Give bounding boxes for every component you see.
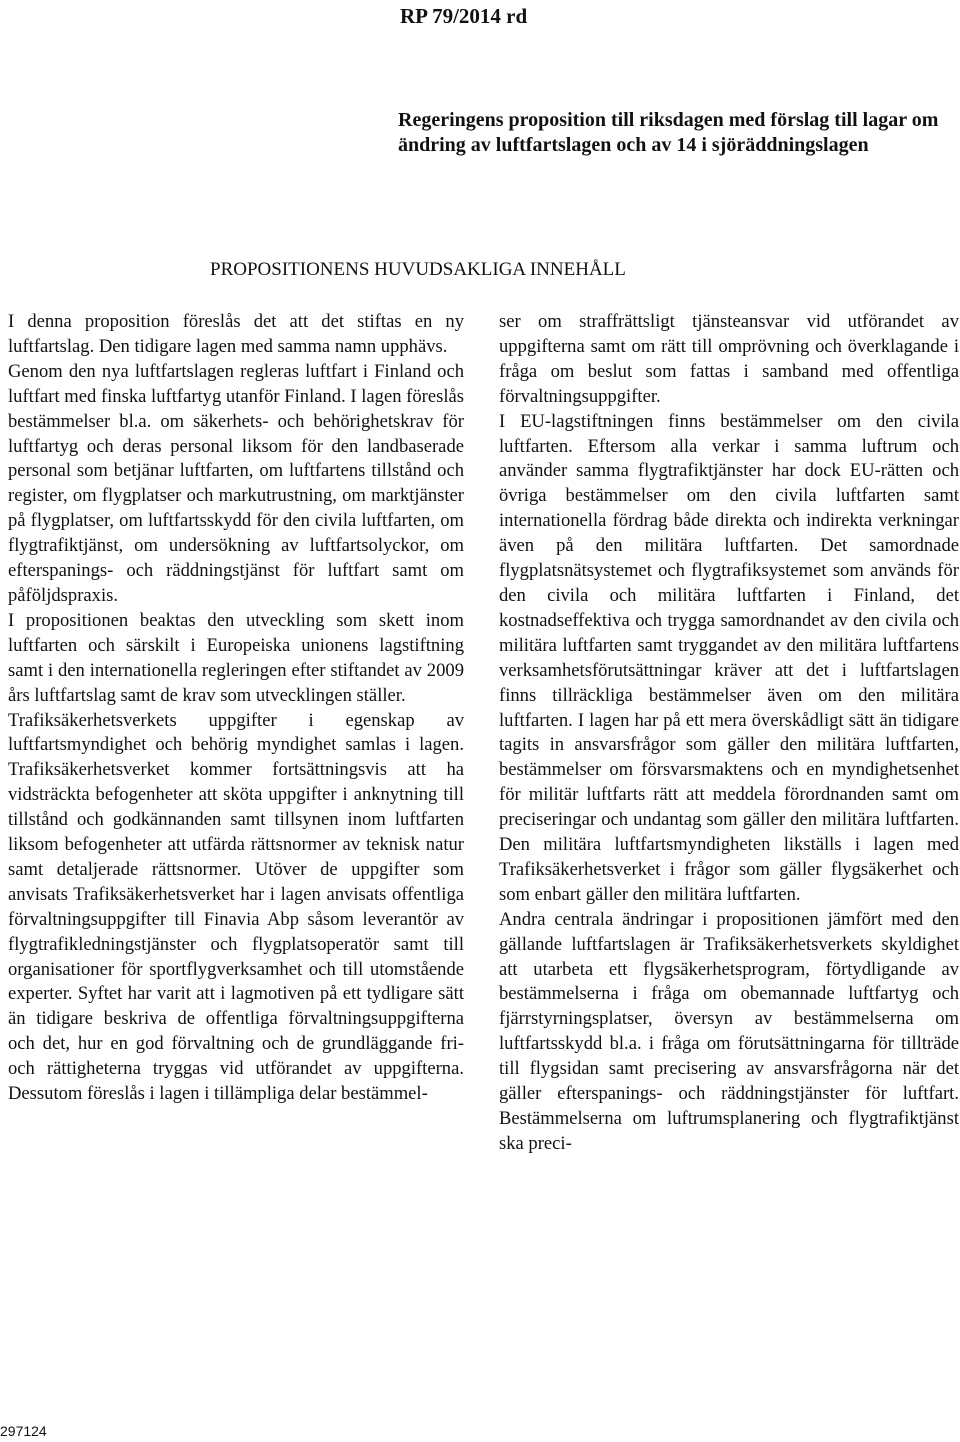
document-code: RP 79/2014 rd bbox=[400, 4, 528, 28]
right-column bbox=[499, 310, 959, 1157]
paragraph: Andra centrala ändringar i propositionen jämfört med den gällande luftfartslagen är Trafiksäkerhetsverkets skyldighet att utarbeta ett flygsäkerhetsprogram, förtydligande av bestämmelserna i fråga om obemannade luftfartyg och fjärrstyrningsplatser, översyn av bestämmelserna om luftfartsskydd bl.a. i fråga om förutsättningarna för tillträde till flygsidan samt precisering av ansvarsfrågorna när det gäller efterspanings- och räddningstjänster för luftfart. Bestämmelserna om luftrumsplanering och flygtrafiktjänst ska preci- bbox=[499, 908, 959, 1154]
paragraph: ser om straffrättsligt tjänsteansvar vid utförandet av uppgifterna samt om rätt till omprövning och överklagande i fråga om beslut som fattas i samband med offentliga förvaltningsuppgifter. bbox=[499, 311, 959, 407]
footer-code: 297124 bbox=[0, 1423, 47, 1439]
section-heading: PROPOSITIONENS HUVUDSAKLIGA INNEHÅLL bbox=[210, 259, 626, 280]
paragraph: Genom den nya luftfartslagen regleras luftfart i Finland och luftfart med finska luftfartyg utanför Finland. I lagen föreslås bestämmelser bl.a. om säkerhets- och behörighetskrav för luftfartyg och deras personal liksom för den landbaserade personal som betjänar luftfarten, om luftfartens tillstånd och register, om flygplatser och markutrustning, om marktjänster på flygplatser, om luftfartsskydd för den civila luftfarten, om flygtrafiktjänst, om undersökning av luftfartsolyckor, om efterspanings- och räddningstjänst för luftfart samt om påföljdspraxis. bbox=[8, 360, 464, 606]
paragraph: Trafiksäkerhetsverkets uppgifter i egenskap av luftfartsmyndighet och behörig myndighet samlas i lagen. Trafiksäkerhetsverket kommer fortsättningsvis att ha vidsträckta befogenheter att sköta uppgifter i anknytning till tillstånd och godkännanden samt tillsynen inom luftfarten liksom befogenheter att utfärda rättsnormer av teknisk natur samt detaljerade rättsnormer. Utöver de uppgifter som anvisats Trafiksäkerhetsverket har i lagen anvisats offentliga förvaltningsuppgifter till Finavia Abp såsom leverantör av flygtrafikledningstjänster och flygplatsoperatör samt till organisationer för sportflygverksamhet och till utomstående experter. Syftet har varit att i lagmotiven på ett tydligare sätt än tidigare beskriva de offentliga förvaltningsuppgifterna och det, hur en god förvaltning och de grundläggande fri- och rättigheterna tryggas vid utförandet av uppgifterna. Dessutom föreslås i lagen i tillämpliga delar bestämmel- bbox=[8, 709, 464, 1105]
document-title: Regeringens proposition till riksdagen med förslag till lagar om ändring av luftfartslagen och av 14 i sjöräddningslagen bbox=[398, 109, 939, 156]
paragraph: I propositionen beaktas den utveckling som skett inom luftfarten och särskilt i Europeiska unionens lagstiftning samt i den internationella regleringen efter stiftandet av 2009 års luftfartslag samt de krav som utvecklingen ställer. bbox=[8, 609, 464, 706]
paragraph: I EU-lagstiftningen finns bestämmelser om den civila luftfarten. Eftersom alla verkar i samma luftrum och använder samma flygtrafiktjänster har dock EU-rätten och övriga bestämmelser om den civila luftfarten samt internationella fördrag både direkta och indirekta verkningar även på den militära luftfarten. Det samordnade flygplatsnätsystemet och flygtrafiksystemet som används för den civila och militära luftfarten i Finland, det kostnadseffektiva och trygga samordnandet av den civila och militära luftfarten samt tryggandet av den militära luftfartens verksamhetsförutsättningar kräver att det i luftfartslagen finns tillräckliga bestämmelser även om den militära luftfarten. I lagen har på ett mera överskådligt sätt än tidigare tagits in ansvarsfrågor som gäller den militära luftfarten, bestämmelser om försvarsmaktens och en myndighetsenhet för militär luftfarts rätt att meddela förordnanden samt om preciseringar och undantag som gäller den militära luftfarten. Den militära luftfartsmyndigheten likställs i lagen med Trafiksäkerhetsverket i frågor som gäller flygsäkerhet och som enbart gäller den militära luftfarten. bbox=[499, 410, 959, 905]
paragraph: I denna proposition föreslås det att det stiftas en ny luftfartslag. Den tidigare lagen med samma namn upphävs. bbox=[8, 311, 464, 357]
left-column bbox=[8, 310, 464, 1107]
